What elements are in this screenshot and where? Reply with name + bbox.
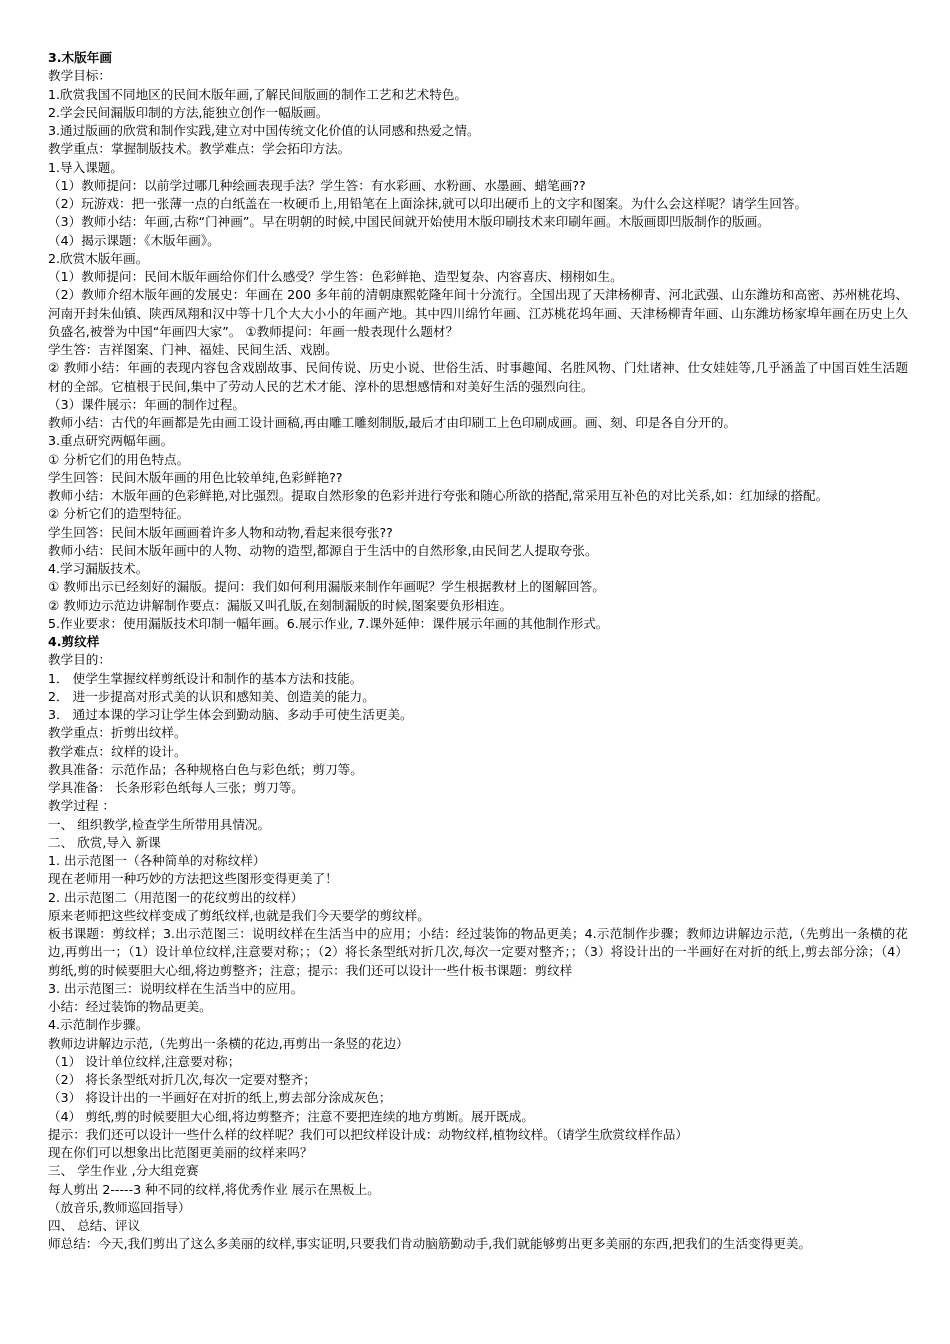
- section-heading: 4.剪纹样: [48, 634, 100, 649]
- text-line: 板书课题：剪纹样；3.出示范图三：说明纹样在生活当中的应用；小结：经过装饰的物品更美；4.示范制作步骤；教师边讲解边示范,（先剪出一条横的花边,再剪出一；（1）设计单位纹样,注意要对称；；（2）将长条型纸对折几次,每次一定要对整齐；；（3）将设计出的一半画好在对折的纸上,剪去部分涂；（4）剪纸,剪的时候要胆大心细,将边剪整齐；注意；提示：我们还可以设计一些什板书课题：剪纹样: [48, 926, 908, 978]
- text-line: （1）教师提问：以前学过哪几种绘画表现手法？学生答：有水彩画、水粉画、水墨画、蜡笔画??: [48, 177, 586, 193]
- text-line: （放音乐,教师巡回指导）: [48, 1199, 191, 1215]
- text-line: 一、 组织教学,检查学生所带用具情况。: [48, 816, 271, 832]
- text-line: 1． 使学生掌握纹样剪纸设计和制作的基本方法和技能。: [48, 670, 363, 686]
- text-line: ② 教师边示范边讲解制作要点：漏版又叫孔版,在刻制漏版的时候,图案要负形相连。: [48, 597, 513, 613]
- text-line: （3）课件展示：年画的制作过程。: [48, 396, 245, 412]
- text-line: 3.通过版画的欣赏和制作实践,建立对中国传统文化价值的认同感和热爱之情。: [48, 123, 480, 138]
- text-line: （3） 将设计出的一半画好在对折的纸上,剪去部分涂成灰色；: [48, 1090, 392, 1106]
- text-line: （1） 设计单位纹样,注意要对称；: [48, 1053, 241, 1069]
- text-line: 2.欣赏木版年画。: [48, 250, 149, 266]
- text-line: ② 教师小结：年画的表现内容包含戏剧故事、民间传说、历史小说、世俗生活、时事趣闻、名胜风物、门灶诸神、仕女娃娃等,几乎涵盖了中国百姓生活题材的全部。它植根于民间,集中了劳动人民的艺术才能、淳朴的思想感情和对美好生活的强烈向往。: [48, 360, 908, 394]
- text-line: （1）教师提问：民间木版年画给你们什么感受？学生答：色彩鲜艳、造型复杂、内容喜庆、栩栩如生。: [48, 269, 623, 284]
- text-line: 教学过程 ：: [48, 798, 115, 814]
- text-line: （2）玩游戏：把一张薄一点的白纸盖在一枚硬币上,用铅笔在上面涂抹,就可以印出硬币上的文字和图案。为什么会这样呢？请学生回答。: [48, 196, 808, 211]
- text-line: 小结：经过装饰的物品更美。: [48, 999, 212, 1014]
- document-body: [48, 49, 908, 1254]
- text-line: 2. 出示范图二（用范图一的花纹剪出的纹样）: [48, 889, 304, 905]
- text-line: 学生回答：民间木版年画画着许多人物和动物,看起来很夸张??: [48, 524, 393, 540]
- text-line: （3）教师小结：年画,古称“门神画”。早在明朝的时候,中国民间就开始使用木版印刷技术来印刷年画。木版画即凹版制作的版画。: [48, 214, 770, 230]
- text-line: 教师边讲解边示范,（先剪出一条横的花边,再剪出一条竖的花边）: [48, 1035, 409, 1051]
- text-line: （2）教师介绍木版年画的发展史：年画在 200 多年前的清朝康熙乾隆年间十分流行。全国出现了天津杨柳青、河北武强、山东潍坊和高密、苏州桃花坞、河南开封朱仙镇、陕西凤翔和汉中等十几个大大小小的年画产地。其中四川绵竹年画、江苏桃花坞年画、天津杨柳青年画、山东潍坊杨家埠年画在历史上久负盛名,被誉为中国“年画四大家”。 ①教师提问：年画一般表现什么题材？: [48, 287, 908, 339]
- text-line: 学具准备： 长条形彩色纸每人三张；剪刀等。: [48, 780, 304, 795]
- text-line: 教学重点：折剪出纹样。: [48, 725, 187, 741]
- text-line: 教学目的：: [48, 652, 111, 668]
- section-heading: 3.木版年画: [48, 50, 112, 65]
- text-line: 4.学习漏版技术。: [48, 561, 149, 576]
- text-line: 教学目标：: [48, 68, 111, 84]
- text-line: 原来老师把这些纹样变成了剪纸纹样,也就是我们今天要学的剪纹样。: [48, 907, 430, 923]
- text-line: 教学难点：纹样的设计。: [48, 743, 187, 759]
- text-line: 二、 欣赏,导入 新课: [48, 834, 161, 850]
- text-line: 1. 出示范图一（各种简单的对称纹样）: [48, 853, 266, 868]
- text-line: 学生答：吉祥图案、门神、福娃、民间生活、戏剧。: [48, 342, 338, 357]
- text-line: 教学重点：掌握制版技术。教学难点：学会拓印方法。: [48, 141, 351, 157]
- text-line: 3． 通过本课的学习让学生体会到勤动脑、多动手可使生活更美。: [48, 707, 413, 722]
- text-line: 1.导入课题。: [48, 159, 123, 175]
- text-line: 现在老师用一种巧妙的方法把这些图形变得更美了！: [48, 871, 338, 887]
- text-line: 4.示范制作步骤。: [48, 1017, 149, 1033]
- text-line: 2.学会民间漏版印制的方法,能独立创作一幅版画。: [48, 104, 329, 120]
- text-line: ① 分析它们的用色特点。: [48, 451, 190, 467]
- text-line: （4） 剪纸,剪的时候要胆大心细,将边剪整齐；注意不要把连续的地方剪断。展开既成。: [48, 1108, 534, 1124]
- text-line: 2． 进一步提高对形式美的认识和感知美、创造美的能力。: [48, 688, 375, 704]
- text-line: 四、 总结、评议: [48, 1218, 141, 1233]
- text-line: 提示：我们还可以设计一些什么样的纹样呢？我们可以把纹样设计成：动物纹样,植物纹样。（请学生欣赏纹样作品）: [48, 1126, 688, 1142]
- text-line: ② 分析它们的造型特征。: [48, 506, 190, 522]
- text-line: 5.作业要求：使用漏版技术印制一幅年画。6.展示作业, 7.课外延伸：课件展示年画的其他制作形式。: [48, 615, 609, 631]
- text-line: 教具准备：示范作品；各种规格白色与彩色纸；剪刀等。: [48, 761, 363, 777]
- text-line: 三、 学生作业 ,分大组竞赛: [48, 1163, 199, 1179]
- text-line: ① 教师出示已经刻好的漏版。提问：我们如何利用漏版来制作年画呢？学生根据教材上的图解回答。: [48, 579, 605, 595]
- text-line: 教师小结：木版年画的色彩鲜艳,对比强烈。提取自然形象的色彩并进行夸张和随心所欲的搭配,常采用互补色的对比关系,如：红加绿的搭配。: [48, 488, 829, 503]
- text-line: 现在你们可以想象出比范图更美丽的纹样来吗？: [48, 1145, 313, 1160]
- text-line: 每人剪出 2-----3 种不同的纹样,将优秀作业 展示在黑板上。: [48, 1181, 380, 1197]
- text-line: 教师小结：古代的年画都是先由画工设计画稿,再由雕工雕刻制版,最后才由印刷工上色印刷成画。画、刻、印是各自分开的。: [48, 415, 737, 430]
- text-line: 1.欣赏我国不同地区的民间木版年画,了解民间版画的制作工艺和艺术特色。: [48, 86, 468, 102]
- text-line: 3.重点研究两幅年画。: [48, 433, 174, 449]
- text-line: （2） 将长条型纸对折几次,每次一定要对整齐；: [48, 1072, 316, 1087]
- text-line: 教师小结：民间木版年画中的人物、动物的造型,都源自于生活中的自然形象,由民间艺人提取夸张。: [48, 542, 598, 558]
- text-line: 师总结：今天,我们剪出了这么多美丽的纹样,事实证明,只要我们肯动脑筋勤动手,我们就能够剪出更多美丽的东西,把我们的生活变得更美。: [48, 1236, 812, 1252]
- text-line: 3. 出示范图三：说明纹样在生活当中的应用。: [48, 980, 304, 996]
- text-line: 学生回答：民间木版年画的用色比较单纯,色彩鲜艳??: [48, 469, 343, 485]
- text-line: （4）揭示课题：《木版年画》。: [48, 232, 220, 248]
